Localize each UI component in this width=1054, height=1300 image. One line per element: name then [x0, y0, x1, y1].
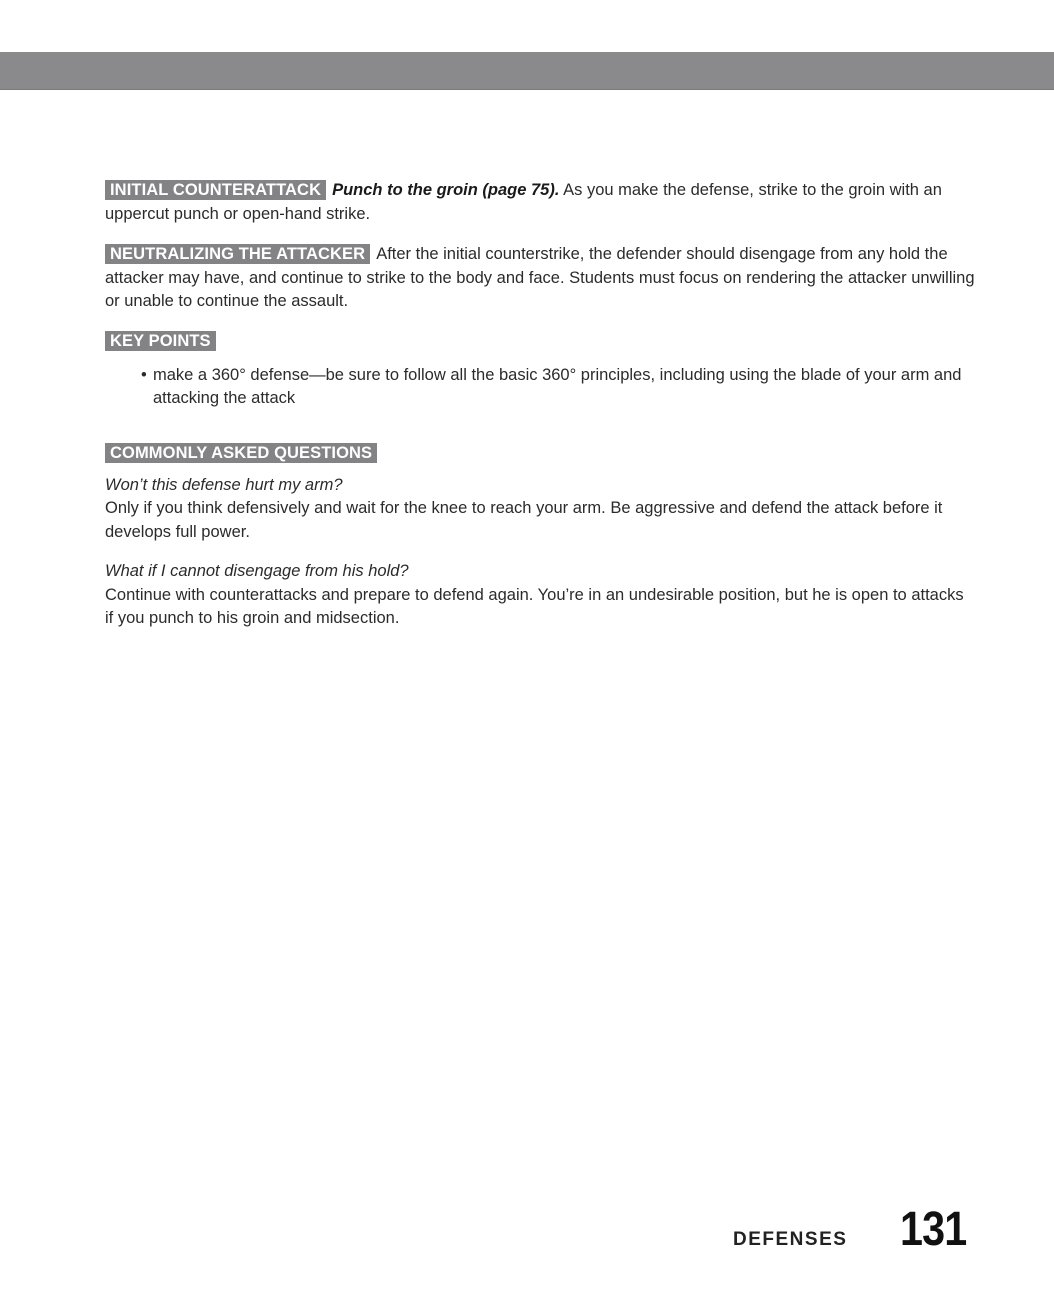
top-header-band [0, 52, 1054, 90]
questions-heading [105, 443, 975, 463]
list-item [141, 364, 975, 411]
initial-counterattack-tag: INITIAL COUNTERATTACK [105, 180, 326, 200]
key-points-list [105, 364, 975, 411]
neutralizing-text: After the initial counterstrike, the defender should disengage from any hold the attacker may have, and continue to strike to the body and face. Students must focus on rendering the attacker unwilling or unable to continue the assault. [105, 245, 975, 310]
initial-counterattack-text: As you make the defense, strike to the groin with an uppercut punch or open-hand strike. [105, 181, 942, 223]
neutralizing-tag: NEUTRALIZING THE ATTACKER [105, 244, 370, 264]
key-points-heading [105, 331, 975, 351]
neutralizing-paragraph [105, 243, 975, 314]
answer-1: Only if you think defensively and wait for the knee to reach your arm. Be aggressive and defend the attack before it develops full power. [105, 499, 943, 541]
bullet-icon: • [141, 365, 147, 384]
question-1: Won’t this defense hurt my arm? [105, 475, 343, 494]
initial-counterattack-paragraph [105, 179, 975, 226]
footer-section-label: DEFENSES [733, 1229, 848, 1250]
question-2: What if I cannot disengage from his hold? [105, 562, 409, 580]
key-points-tag: KEY POINTS [105, 331, 216, 351]
page-number: 131 [900, 1203, 967, 1256]
questions-tag: COMMONLY ASKED QUESTIONS [105, 443, 377, 463]
key-point-text: make a 360° defense—be sure to follow all the basic 360° principles, including using the blade of your arm and attacking the attack [153, 365, 962, 407]
answer-2: Continue with counterattacks and prepare to defend again. You’re in an undesirable position, but he is open to attacks if you punch to his groin and midsection. [105, 585, 964, 627]
initial-counterattack-lead: Punch to the groin (page 75). [332, 181, 560, 199]
page-content [105, 179, 975, 647]
